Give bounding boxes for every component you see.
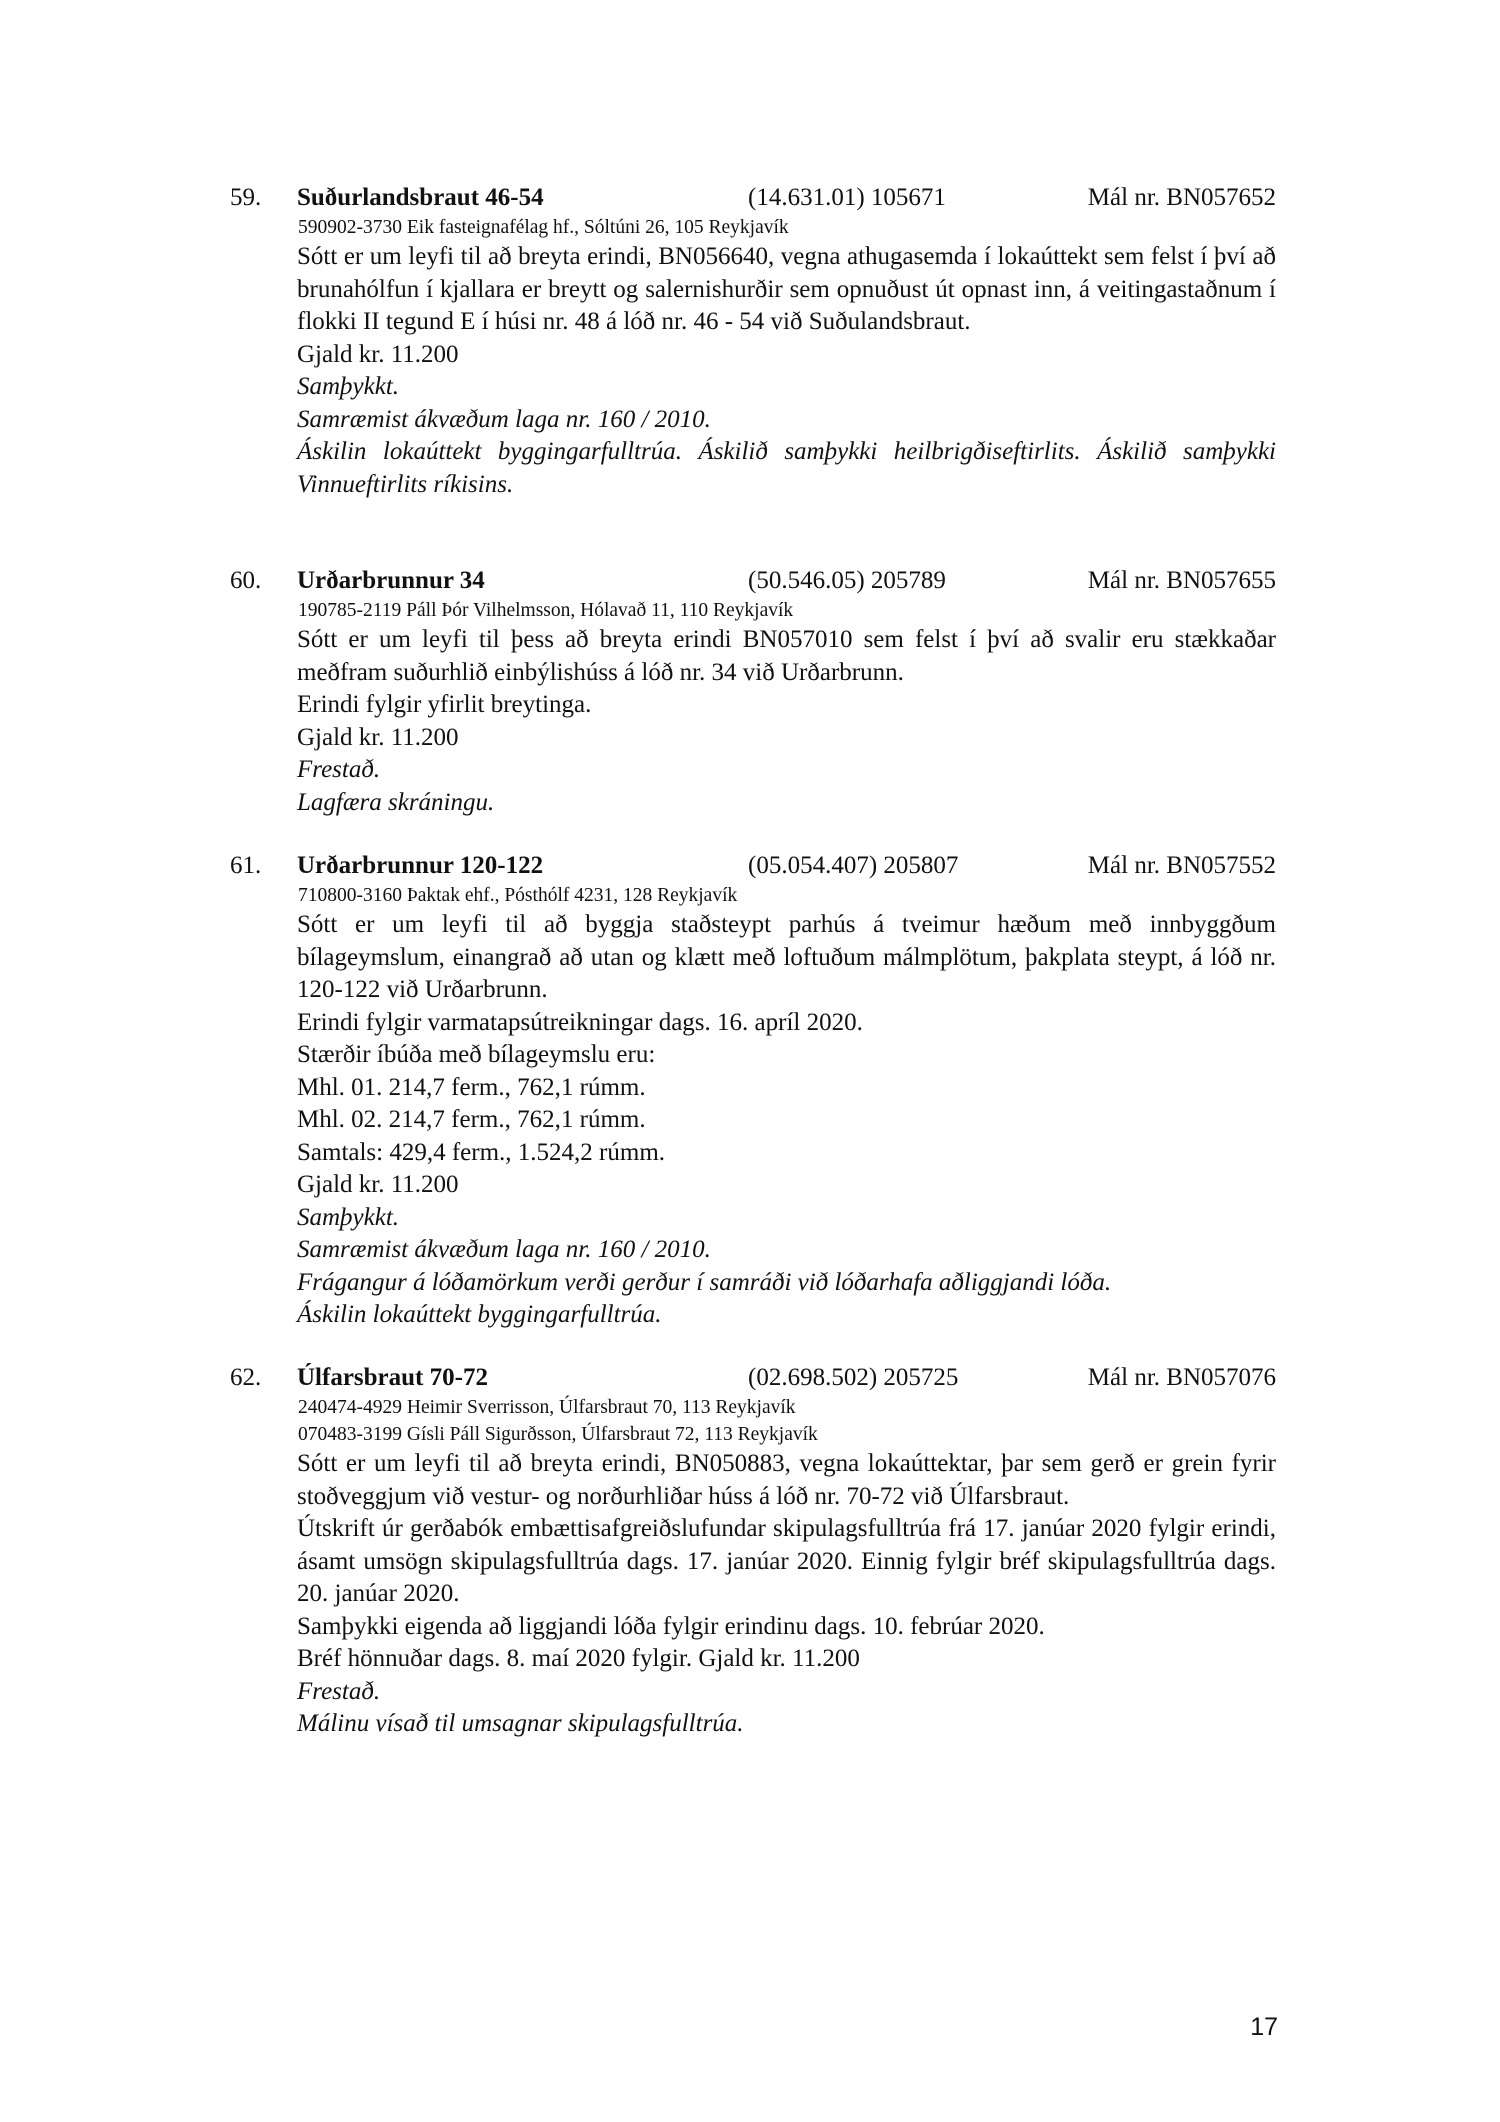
entry-case-number: Mál nr. BN057655 xyxy=(1087,567,1276,594)
entry-header xyxy=(0,850,1500,882)
applicant: 710800-3160 Þaktak ehf., Pósthólf 4231, 128 Reykjavík xyxy=(298,885,738,906)
decision-text: Samræmist ákvæðum laga nr. 160 / 2010. xyxy=(297,405,711,433)
attachment-line: Erindi fylgir yfirlit breytinga. xyxy=(297,691,592,718)
entry-case-number: Mál nr. BN057652 xyxy=(1087,184,1276,211)
entry-case-number: Mál nr. BN057552 xyxy=(1087,852,1276,879)
entry-header xyxy=(0,182,1500,214)
entry-address: Úlfarsbraut 70-72 xyxy=(297,1364,488,1391)
entry-address: Urðarbrunnur 120-122 xyxy=(297,852,544,879)
decision-text: Samþykkt. xyxy=(297,1203,400,1231)
entry-number: 60. xyxy=(230,567,262,594)
entry-lot-number: (02.698.502) 205725 xyxy=(748,1364,959,1391)
application-description: Sótt er um leyfi til að byggja staðsteypt parhús á tveimur hæðum með innbyggðum bílageymslum, einangrað að utan og klætt með loftuðum málmplötum, þakplata steypt, á lóð nr. 120-122 við Urðarbrunn. xyxy=(297,911,1276,1003)
decision-text: Frestað. xyxy=(297,1677,381,1705)
applicant: 590902-3730 Eik fasteignafélag hf., Sóltúni 26, 105 Reykjavík xyxy=(298,217,789,238)
entry-case-number: Mál nr. BN057076 xyxy=(1087,1364,1276,1391)
decision-text: Málinu vísað til umsagnar skipulagsfulltrúa. xyxy=(297,1710,744,1737)
entry-header xyxy=(0,1362,1500,1394)
application-description: Sótt er um leyfi til að breyta erindi, BN050883, vegna lokaúttektar, þar sem gerð er grein fyrir stoðveggjum við vestur- og norðurhliðar húss á lóð nr. 70-72 við Úlfarsbraut. xyxy=(297,1450,1276,1510)
decision-text: Samþykkt. xyxy=(297,373,400,400)
entry-body xyxy=(297,1448,1276,1741)
conditions-text: Áskilin lokaúttekt byggingarfulltrúa. Áskilið samþykki heilbrigðiseftirlits. Áskilið samþykki Vinnueftirlits ríkisins. xyxy=(297,438,1276,498)
detail-line: Samtals: 429,4 ferm., 1.524,2 rúmm. xyxy=(297,1138,666,1166)
entry-number: 61. xyxy=(230,852,262,879)
entry-address: Urðarbrunnur 34 xyxy=(297,567,485,594)
entry-body xyxy=(297,241,1276,501)
entry-body xyxy=(297,624,1276,819)
page-number: 17 xyxy=(1250,2013,1278,2041)
applicant: 190785-2119 Páll Þór Vilhelmsson, Hólavað 11, 110 Reykjavík xyxy=(298,600,794,621)
fee-line: Gjald kr. 11.200 xyxy=(297,1171,459,1198)
case-entry-60 xyxy=(0,565,1500,819)
case-entry-59 xyxy=(0,182,1500,501)
case-entry-62 xyxy=(0,1362,1500,1741)
detail-line: Mhl. 01. 214,7 ferm., 762,1 rúmm. xyxy=(297,1073,646,1101)
entry-lot-number: (05.054.407) 205807 xyxy=(748,852,959,879)
application-description: Sótt er um leyfi til þess að breyta erindi BN057010 sem felst í því að svalir eru stækkaðar meðfram suðurhlið einbýlishúss á lóð nr. 34 við Urðarbrunn. xyxy=(297,626,1276,686)
entry-body xyxy=(297,909,1276,1332)
detail-line: Stærðir íbúða með bílageymslu eru: xyxy=(297,1041,656,1068)
fee-line: Gjald kr. 11.200 xyxy=(297,340,459,368)
fee-line: Gjald kr. 11.200 xyxy=(297,723,459,751)
detail-line: Mhl. 02. 214,7 ferm., 762,1 rúmm. xyxy=(297,1106,646,1133)
entry-lot-number: (14.631.01) 105671 xyxy=(748,184,946,211)
detail-line: Erindi fylgir varmatapsútreikningar dags. 16. apríl 2020. xyxy=(297,1008,863,1036)
decision-text: Lagfæra skráningu. xyxy=(297,788,495,816)
application-description: Sótt er um leyfi til að breyta erindi, BN056640, vegna athugasemda í lokaúttekt sem felst í því að brunahólfun í kjallara er breytt og salernishurðir sem opnuðust út opnast inn, á veitingastaðnum í flokki II tegund E í húsi nr. 48 á lóð nr. 46 - 54 við Suðulandsbraut. xyxy=(297,243,1276,335)
decision-text: Frágangur á lóðamörkum verði gerður í samráði við lóðarhafa aðliggjandi lóða. xyxy=(297,1268,1112,1296)
application-description-continued: Útskrift úr gerðabók embættisafgreiðslufundar skipulagsfulltrúa frá 17. janúar 2020 fylgir erindi, ásamt umsögn skipulagsfulltrúa dags. 17. janúar 2020. Einnig fylgir bréf skipulagsfulltrúa dags. 20. janúar 2020. xyxy=(297,1515,1276,1607)
case-entry-61 xyxy=(0,850,1500,1332)
decision-text: Samræmist ákvæðum laga nr. 160 / 2010. xyxy=(297,1236,711,1263)
detail-line: Samþykki eigenda að liggjandi lóða fylgir erindinu dags. 10. febrúar 2020. xyxy=(297,1612,1045,1640)
entry-lot-number: (50.546.05) 205789 xyxy=(748,567,946,594)
entry-number: 62. xyxy=(230,1364,262,1391)
entry-number: 59. xyxy=(230,184,262,211)
applicant: 070483-3199 Gísli Páll Sigurðsson, Úlfarsbraut 72, 113 Reykjavík xyxy=(298,1424,818,1445)
fee-line: Bréf hönnuðar dags. 8. maí 2020 fylgir. Gjald kr. 11.200 xyxy=(297,1645,860,1672)
applicant: 240474-4929 Heimir Sverrisson, Úlfarsbraut 70, 113 Reykjavík xyxy=(298,1397,796,1418)
entry-address: Suðurlandsbraut 46-54 xyxy=(297,184,544,211)
entry-header xyxy=(0,565,1500,597)
decision-text: Áskilin lokaúttekt byggingarfulltrúa. xyxy=(297,1301,662,1328)
decision-text: Frestað. xyxy=(297,756,381,783)
